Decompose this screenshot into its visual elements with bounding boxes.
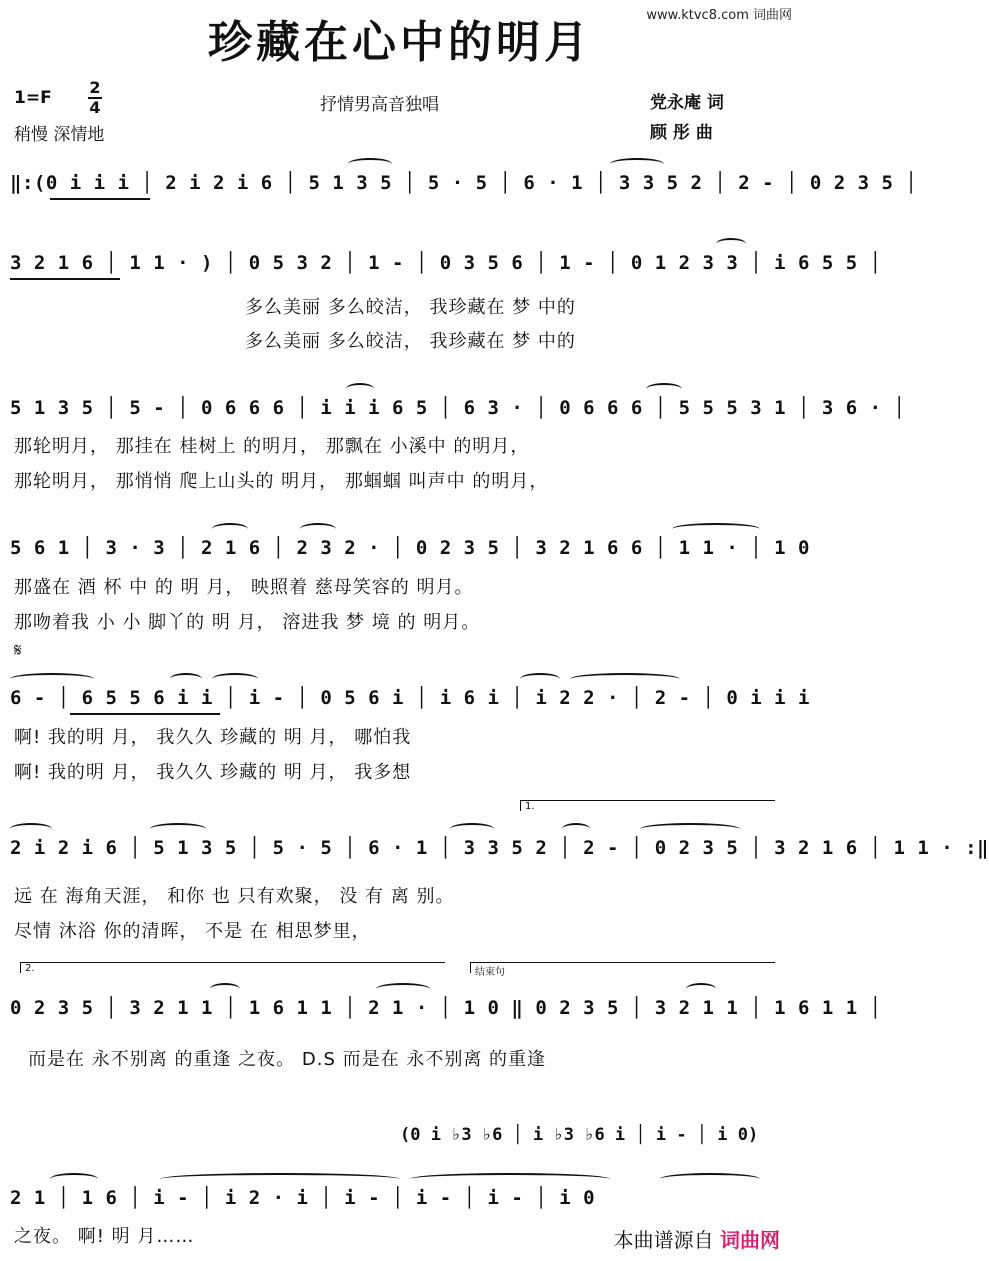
lyricist-credit: 党永庵 词	[650, 93, 724, 113]
lyric-row-3-verse-2: 那轮明月， 那悄悄 爬上山头的 明月， 那蝈蝈 叫声中 的明月，	[14, 471, 549, 492]
instrumental-interlude: (0 i ♭3 ♭6 │ i ♭3 ♭6 i │ i - │ i 0)	[400, 1125, 759, 1145]
notes: 0 2 3 5 │ 3 2 1 1 │ 1 6 1 1 │ 2 1 · │ 1 0 ‖ 0 2 3 5 │ 3 2 1 1 │ 1 6 1 1 │	[10, 997, 882, 1019]
lyric-row-2-verse-2: 多么美丽 多么皎洁， 我珍藏在 梦 中的	[245, 331, 576, 352]
lyric-row-7: 而是在 永不别离 的重逢 之夜。 D.S 而是在 永不别离 的重逢	[28, 1049, 547, 1070]
score-row-8	[10, 1165, 790, 1225]
score-row-5	[10, 665, 810, 725]
score-row-1	[10, 150, 918, 210]
first-ending: 1.	[520, 800, 775, 811]
notes: 5 1 3 5 │ 5 - │ 0 6 6 6 │ i i i 6 5 │ 6 3 · │ 0 6 6 6 │ 5 5 5 3 1 │ 3 6 · │	[10, 397, 906, 419]
lyric-row-3-verse-1: 那轮明月， 那挂在 桂树上 的明月， 那飘在 小溪中 的明月，	[14, 436, 530, 457]
notes: 3 2 1 6 │ 1 1 · ) │ 0 5 3 2 │ 1 - │ 0 3 5 6 │ 1 - │ 0 1 2 3 3 │ i 6 5 5 │	[10, 252, 882, 274]
lyric-row-6-verse-2: 尽情 沐浴 你的清晖， 不是 在 相思梦里，	[14, 921, 371, 942]
notes: 5 6 1 │ 3 · 3 │ 2 1 6 │ 2 3 2 · │ 0 2 3 5 │ 3 2 1 6 6 │ 1 1 · │ 1 0	[10, 537, 810, 559]
score-row-2	[10, 230, 882, 290]
lyric-row-4-verse-2: 那吻着我 小 小 脚丫的 明 月， 溶进我 梦 境 的 明月。	[14, 612, 481, 633]
lyric-row-5-verse-2: 啊! 我的明 月， 我久久 珍藏的 明 月， 我多想	[14, 762, 412, 783]
lyric-row-8: 之夜。 啊! 明 月……	[14, 1226, 195, 1247]
source-credit	[614, 1224, 780, 1253]
site-url[interactable]: www.ktvc8.com 词曲网	[646, 8, 792, 23]
key-signature: 1=F	[14, 88, 52, 108]
notes: 2 i 2 i 6 │ 5 1 3 5 │ 5 · 5 │ 6 · 1 │ 3 3 5 2 │ 2 - │ 0 2 3 5 │ 3 2 1 6 │ 1 1 · :‖	[10, 837, 989, 859]
composer-credit: 顾 彤 曲	[650, 123, 713, 143]
time-signature	[88, 80, 102, 116]
notes: 2 1 │ 1 6 │ i - │ i 2 · i │ i - │ i - │ i - │ i 0	[10, 1187, 596, 1209]
coda-label: 结束句	[470, 962, 775, 973]
score-row-6	[10, 815, 989, 875]
second-ending: 2.	[20, 962, 445, 973]
score-row-4	[10, 515, 810, 575]
lyric-row-2-verse-1: 多么美丽 多么皎洁， 我珍藏在 梦 中的	[245, 297, 576, 318]
genre-label: 抒情男高音独唱	[320, 95, 439, 115]
segno-sign: 𝄋	[14, 640, 22, 661]
credit-prefix: 本曲谱源自	[613, 1228, 714, 1252]
tempo-marking: 稍慢 深情地	[14, 125, 105, 145]
credit-brand[interactable]: 词曲网	[720, 1228, 780, 1252]
notes: 6 - │ 6 5 5 6 i i │ i - │ 0 5 6 i │ i 6 i │ i 2 2 · │ 2 - │ 0 i i i	[10, 687, 810, 709]
song-title: 珍藏在心中的明月	[208, 17, 592, 68]
lyric-row-5-verse-1: 啊! 我的明 月， 我久久 珍藏的 明 月， 哪怕我	[14, 727, 412, 748]
notes: ‖:(0 i i i │ 2 i 2 i 6 │ 5 1 3 5 │ 5 · 5 │ 6 · 1 │ 3 3 5 2 │ 2 - │ 0 2 3 5 │	[10, 172, 918, 194]
time-bottom: 4	[89, 98, 101, 117]
score-row-7	[10, 975, 882, 1035]
time-top: 2	[89, 78, 101, 97]
lyric-row-4-verse-1: 那盛在 酒 杯 中 的 明 月， 映照着 慈母笑容的 明月。	[14, 577, 474, 598]
lyric-row-6-verse-1: 远 在 海角天涯， 和你 也 只有欢聚， 没 有 离 别。	[14, 886, 455, 907]
score-row-3	[10, 375, 906, 435]
